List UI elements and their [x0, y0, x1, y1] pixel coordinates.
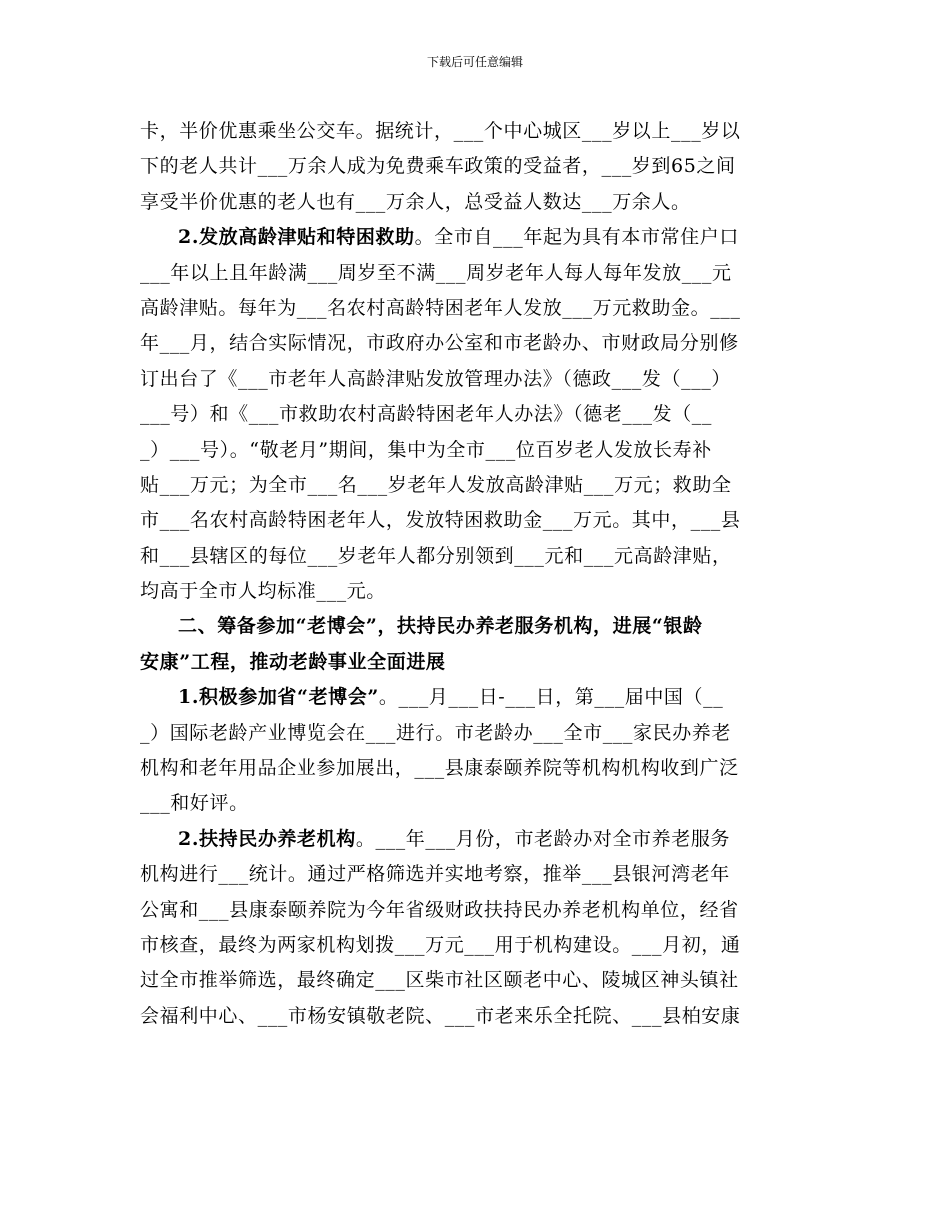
text-run: 卡，半价优惠乘坐公交车。据统计，___个中心城区___岁以上___岁以 [140, 120, 741, 142]
text-line [140, 291, 810, 326]
text-run: ___和好评。 [140, 792, 249, 815]
text-run: 和___县辖区的每位___岁老年人都分别领到___元和___元高龄津贴， [140, 544, 732, 567]
text-run: 会福利中心、___市杨安镇敬老院、___市老来乐全托院、___县柏安康 [140, 1004, 741, 1027]
text-line [140, 362, 810, 397]
text-run: 。___年___月份，市老龄办对全市养老服务 [355, 827, 731, 850]
text-run: 公寓和___县康泰颐养院为今年省级财政扶持民办养老机构单位，经省 [140, 898, 739, 921]
text-run: 订出台了《___市老年人高龄津贴发放管理办法》（德政___发（___） [140, 367, 732, 390]
text-line [140, 928, 810, 963]
text-line [140, 149, 810, 184]
text-run: _）国际老龄产业博览会在___进行。市老龄办___全市___家民办养老 [140, 721, 732, 744]
text-line [140, 645, 810, 680]
bold-text-run: 2.扶持民办养老机构 [178, 827, 356, 850]
text-line [140, 751, 810, 786]
text-run: _）___号）。“敬老月”期间，集中为全市___位百岁老人发放长寿补 [140, 438, 712, 461]
text-line [140, 468, 810, 503]
text-line [140, 609, 810, 644]
bold-text-run: 2.发放高龄津贴和特困救助 [178, 226, 415, 249]
page-header: 下载后可任意编辑 [426, 55, 523, 69]
text-run: 。全市自___年起为具有本市常住户口 [414, 226, 739, 249]
text-line [140, 786, 810, 821]
text-run: 。___月___日-___日，第___届中国（__ [378, 686, 724, 709]
text-line [140, 822, 810, 857]
text-line [140, 433, 810, 468]
bold-text-run: 二、筹备参加“老博会”，扶持民办养老服务机构，进展“银龄 [178, 615, 703, 638]
text-line [140, 539, 810, 574]
text-run: 均高于全市人均标准___元。 [140, 580, 386, 603]
text-run: ___号）和《___市救助农村高龄特困老年人办法》（德老___发（__ [140, 403, 713, 426]
bold-text-run: 安康”工程，推动老龄事业全面进展 [140, 650, 446, 673]
text-run: 机构进行___统计。通过严格筛选并实地考察，推举___县银河湾老年 [140, 863, 730, 886]
text-line [140, 503, 810, 538]
text-line [140, 893, 810, 928]
text-line [140, 326, 810, 361]
text-line [140, 256, 810, 291]
text-line [140, 963, 810, 998]
text-line [140, 857, 810, 892]
text-run: 市核查，最终为两家机构划拨___万元___用于机构建设。___月初，通 [140, 933, 741, 956]
text-line [140, 220, 810, 255]
text-run: 贴___万元；为全市___名___岁老年人发放高龄津贴___万元；救助全 [140, 473, 732, 496]
text-line [140, 716, 810, 751]
text-line [140, 114, 810, 149]
text-run: 享受半价优惠的老人也有___万余人，总受益人数达___万余人。 [140, 190, 691, 213]
text-run: 高龄津贴。每年为___名农村高龄特困老年人发放___万元救助金。___ [140, 296, 741, 319]
text-run: 市___名农村高龄特困老年人，发放特困救助金___万元。其中，___县 [140, 509, 741, 532]
text-line [140, 574, 810, 609]
text-line [140, 397, 810, 432]
text-line [140, 999, 810, 1034]
bold-text-run: 1.积极参加省“老博会” [178, 686, 379, 709]
text-run: 年___月，结合实际情况，市政府办公室和市老龄办、市财政局分别修 [140, 332, 739, 355]
text-run: 过全市推举筛选，最终确定___区柴市社区颐老中心、陵城区神头镇社 [140, 969, 739, 992]
text-run: ___年以上且年龄满___周岁至不满___周岁老年人每人每年发放___元 [140, 261, 732, 284]
document-body [140, 114, 810, 1034]
text-run: 下的老人共计___万余人成为免费乘车政策的受益者，___岁到65之间 [140, 155, 736, 178]
text-run: 机构和老年用品企业参加展出，___县康泰颐养院等机构机构收到广泛 [140, 757, 739, 780]
text-line [140, 185, 810, 220]
text-line [140, 680, 810, 715]
